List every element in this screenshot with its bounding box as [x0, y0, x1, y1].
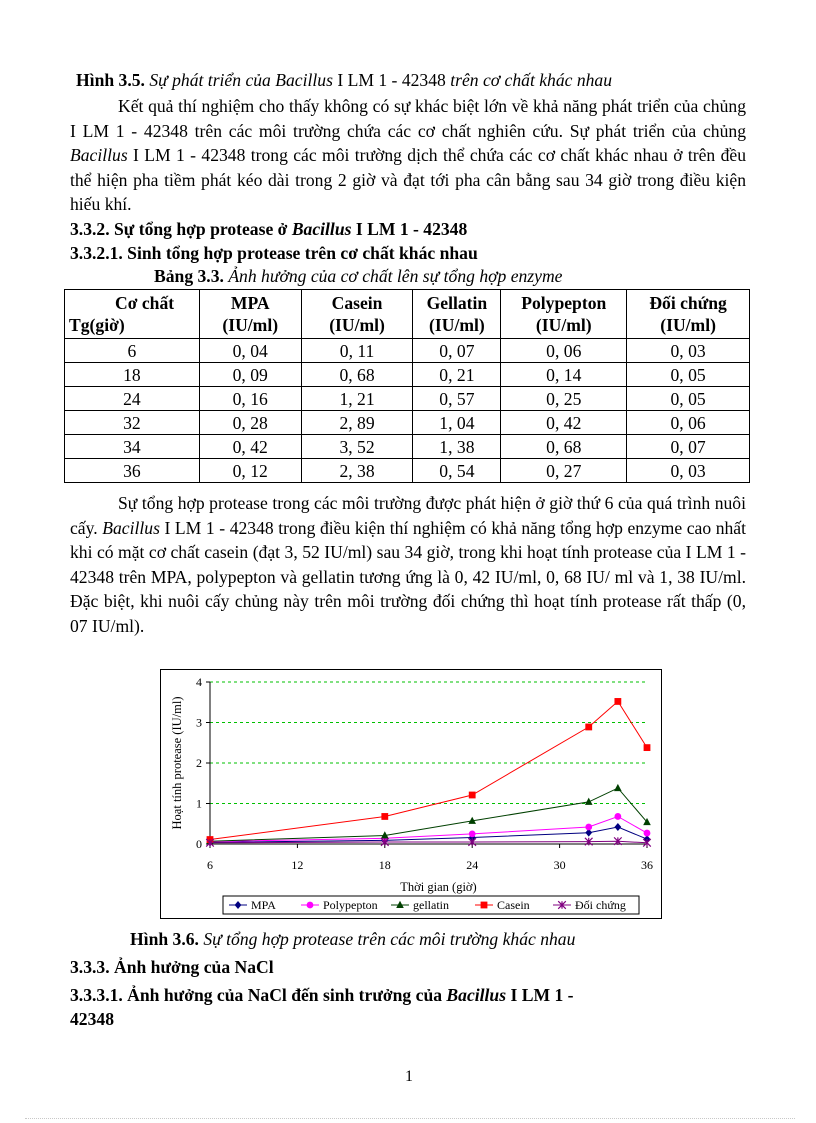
- data-point: [469, 792, 476, 799]
- data-point: [614, 813, 621, 820]
- paragraph-text: Kết quả thí nghiệm cho thấy không có sự khác biệt lớn về khả năng phát triển của chủng I LM 1 - 42348 trên các môi trường chứa các cơ chất nghiên cứu. Sự phát triển của chủng: [70, 96, 746, 141]
- legend-label: gellatin: [413, 898, 449, 912]
- header-cell: [627, 290, 750, 339]
- table-cell: 0, 68: [301, 363, 413, 387]
- table-cell: 6: [65, 339, 200, 363]
- data-point: [585, 724, 592, 731]
- genus-name: Bacillus: [446, 985, 507, 1005]
- x-tick-label: 18: [378, 858, 391, 872]
- table-cell: 2, 38: [301, 459, 413, 483]
- legend-marker: [307, 902, 314, 909]
- x-axis-label: Thời gian (giờ): [400, 880, 477, 894]
- table-row: [65, 363, 750, 387]
- header-cell: [501, 290, 627, 339]
- table-cell: 0, 07: [413, 339, 501, 363]
- data-point: [585, 798, 593, 805]
- table-cell: 0, 27: [501, 459, 627, 483]
- header-text: Đối chứng: [649, 293, 727, 313]
- table-row: [65, 411, 750, 435]
- table-cell: 0, 06: [627, 411, 750, 435]
- header-text: (IU/ml): [429, 315, 485, 335]
- data-point: [614, 784, 622, 791]
- paragraph-synthesis: [70, 491, 746, 638]
- table-cell: 0, 25: [501, 387, 627, 411]
- y-tick-label: 3: [196, 715, 202, 730]
- x-tick-label: 30: [553, 858, 566, 872]
- data-point: [381, 813, 388, 820]
- header-text: (IU/ml): [222, 315, 279, 335]
- genus-name: Bacillus: [291, 219, 352, 239]
- page-number: 1: [405, 1068, 413, 1085]
- table-row: [65, 339, 750, 363]
- figure-3-6-caption: [130, 929, 575, 949]
- table-cell: 34: [65, 435, 200, 459]
- table-cell: 3, 52: [301, 435, 413, 459]
- table-cell: 1, 04: [413, 411, 501, 435]
- table-cell: 0, 14: [501, 363, 627, 387]
- heading-text: I LM 1 -: [506, 985, 574, 1005]
- x-tick-label: 6: [207, 858, 213, 872]
- page-divider: [25, 1118, 795, 1119]
- table-cell: 1, 38: [413, 435, 501, 459]
- x-tick-label: 36: [641, 858, 653, 872]
- header-text: (IU/ml): [535, 315, 592, 335]
- heading-text: 3.3.3.1. Ảnh hưởng của NaCl đến sinh trưởng của: [70, 985, 447, 1005]
- table-cell: 1, 21: [301, 387, 413, 411]
- genus-name: Bacillus: [70, 145, 128, 165]
- y-tick-label: 0: [196, 837, 202, 851]
- header-text: Gellatin: [426, 293, 488, 313]
- table-cell: 0, 57: [413, 387, 501, 411]
- legend-label: Đối chứng: [575, 898, 626, 912]
- section-heading-3-3-3-1: [70, 985, 574, 1005]
- table-row: [65, 435, 750, 459]
- heading-text: I LM 1 - 42348: [351, 219, 468, 239]
- y-tick-label: 4: [196, 675, 202, 689]
- header-text: MPA: [230, 293, 270, 313]
- section-heading-3-3-3-1-cont: 42348: [70, 1009, 114, 1029]
- data-point: [469, 830, 476, 837]
- caption-text: trên cơ chất khác nhau: [450, 70, 613, 90]
- data-point: [644, 830, 651, 837]
- figure-label: Hình 3.6.: [130, 929, 204, 949]
- legend-label: MPA: [251, 898, 276, 912]
- table-label: Bảng 3.3.: [154, 266, 229, 286]
- table-cell: 36: [65, 459, 200, 483]
- data-point: [614, 698, 621, 705]
- data-point: [614, 823, 621, 831]
- caption-text: Ảnh hưởng của cơ chất lên sự tổng hợp enzyme: [228, 266, 563, 286]
- series-line: [210, 817, 647, 842]
- header-text: (IU/ml): [329, 315, 385, 335]
- section-heading-3-3-3: 3.3.3. Ảnh hưởng của NaCl: [70, 957, 274, 977]
- figure-3-5-caption: [76, 70, 612, 90]
- table-3-3-caption: [154, 266, 562, 286]
- table-header-row: [65, 290, 750, 339]
- data-point: [644, 744, 651, 751]
- caption-text: Sự tổng hợp protease trên các môi trường khác nhau: [203, 929, 576, 949]
- table-cell: 0, 06: [501, 339, 627, 363]
- table-cell: 32: [65, 411, 200, 435]
- x-tick-label: 24: [466, 858, 479, 872]
- paragraph-text: I LM 1 - 42348 trong điều kiện thí nghiệm có khả năng tổng hợp enzyme cao nhất khi có mặt cơ chất casein (đạt 3, 52 IU/ml) sau 34 giờ, trong khi hoạt tính protease của I LM 1 - 42348 trên MPA, polypepton và gellatin tương ứng là 0, 42 IU/ml, 0, 68 IU/ ml và 1, 38 IU/ml. Đặc biệt, khi nuôi cấy chủng này trên môi trường đối chứng thì hoạt tính protease rất thấp (0, 07 IU/ml).: [70, 517, 746, 636]
- legend-marker: [481, 902, 488, 909]
- header-text: Cơ chất: [115, 293, 175, 313]
- caption-text: Sự phát triển của: [149, 70, 276, 90]
- legend-label: Polypepton: [323, 898, 378, 912]
- table-cell: 24: [65, 387, 200, 411]
- table-cell: 0, 05: [627, 363, 750, 387]
- strain-name: I LM 1 - 42348: [332, 70, 451, 90]
- header-text: Tg(giờ): [69, 315, 125, 335]
- heading-text: 3.3.2. Sự tổng hợp protease ở: [70, 219, 292, 239]
- table-cell: 0, 03: [627, 459, 750, 483]
- table-cell: 0, 04: [199, 339, 301, 363]
- header-cell: [199, 290, 301, 339]
- genus-name: Bacillus: [102, 517, 160, 538]
- table-cell: 0, 42: [199, 435, 301, 459]
- table-cell: 0, 54: [413, 459, 501, 483]
- x-tick-label: 12: [291, 858, 304, 872]
- table-row: [65, 459, 750, 483]
- y-tick-label: 1: [196, 796, 202, 811]
- paragraph-growth: [70, 94, 746, 217]
- protease-chart: [160, 669, 662, 919]
- header-cell: [413, 290, 501, 339]
- paragraph-text: I LM 1 - 42348 trong các môi trường dịch thể chứa các cơ chất khác nhau ở trên đều thể hiện pha tiềm phát kéo dài trong 2 giờ và đạt tới pha cân bằng sau 34 giờ trong điều kiện hiếu khí.: [70, 145, 746, 214]
- table-cell: 0, 28: [199, 411, 301, 435]
- table-cell: 0, 16: [199, 387, 301, 411]
- table-cell: 0, 42: [501, 411, 627, 435]
- header-text: Casein: [331, 293, 383, 313]
- y-tick-label: 2: [196, 756, 202, 770]
- genus-name: Bacillus: [275, 70, 333, 90]
- table-cell: 2, 89: [301, 411, 413, 435]
- section-heading-3-3-2: [70, 219, 467, 239]
- header-text: (IU/ml): [660, 315, 716, 335]
- table-cell: 0, 21: [413, 363, 501, 387]
- table-cell: 0, 68: [501, 435, 627, 459]
- table-cell: 0, 07: [627, 435, 750, 459]
- legend-label: Casein: [497, 898, 530, 912]
- data-point: [585, 824, 592, 831]
- header-cell: [301, 290, 413, 339]
- table-cell: 0, 09: [199, 363, 301, 387]
- table-cell: 18: [65, 363, 200, 387]
- header-cell: [65, 290, 200, 339]
- table-cell: 0, 03: [627, 339, 750, 363]
- y-axis-label: Hoạt tính protease (IU/ml): [170, 696, 184, 830]
- paragraph-text: Sự tổng hợp protease trong các môi trường được phát hiện ở giờ thứ 6 của quá trình nuôi cấy.: [70, 493, 746, 538]
- table-cell: 0, 12: [199, 459, 301, 483]
- header-text: Polypepton: [521, 293, 607, 313]
- table-cell: 0, 11: [301, 339, 413, 363]
- table-row: [65, 387, 750, 411]
- substrate-table: [64, 289, 750, 483]
- section-heading-3-3-2-1: 3.3.2.1. Sinh tổng hợp protease trên cơ chất khác nhau: [70, 243, 478, 263]
- figure-label: Hình 3.5.: [76, 70, 150, 90]
- chart-svg: [161, 670, 661, 918]
- table-cell: 0, 05: [627, 387, 750, 411]
